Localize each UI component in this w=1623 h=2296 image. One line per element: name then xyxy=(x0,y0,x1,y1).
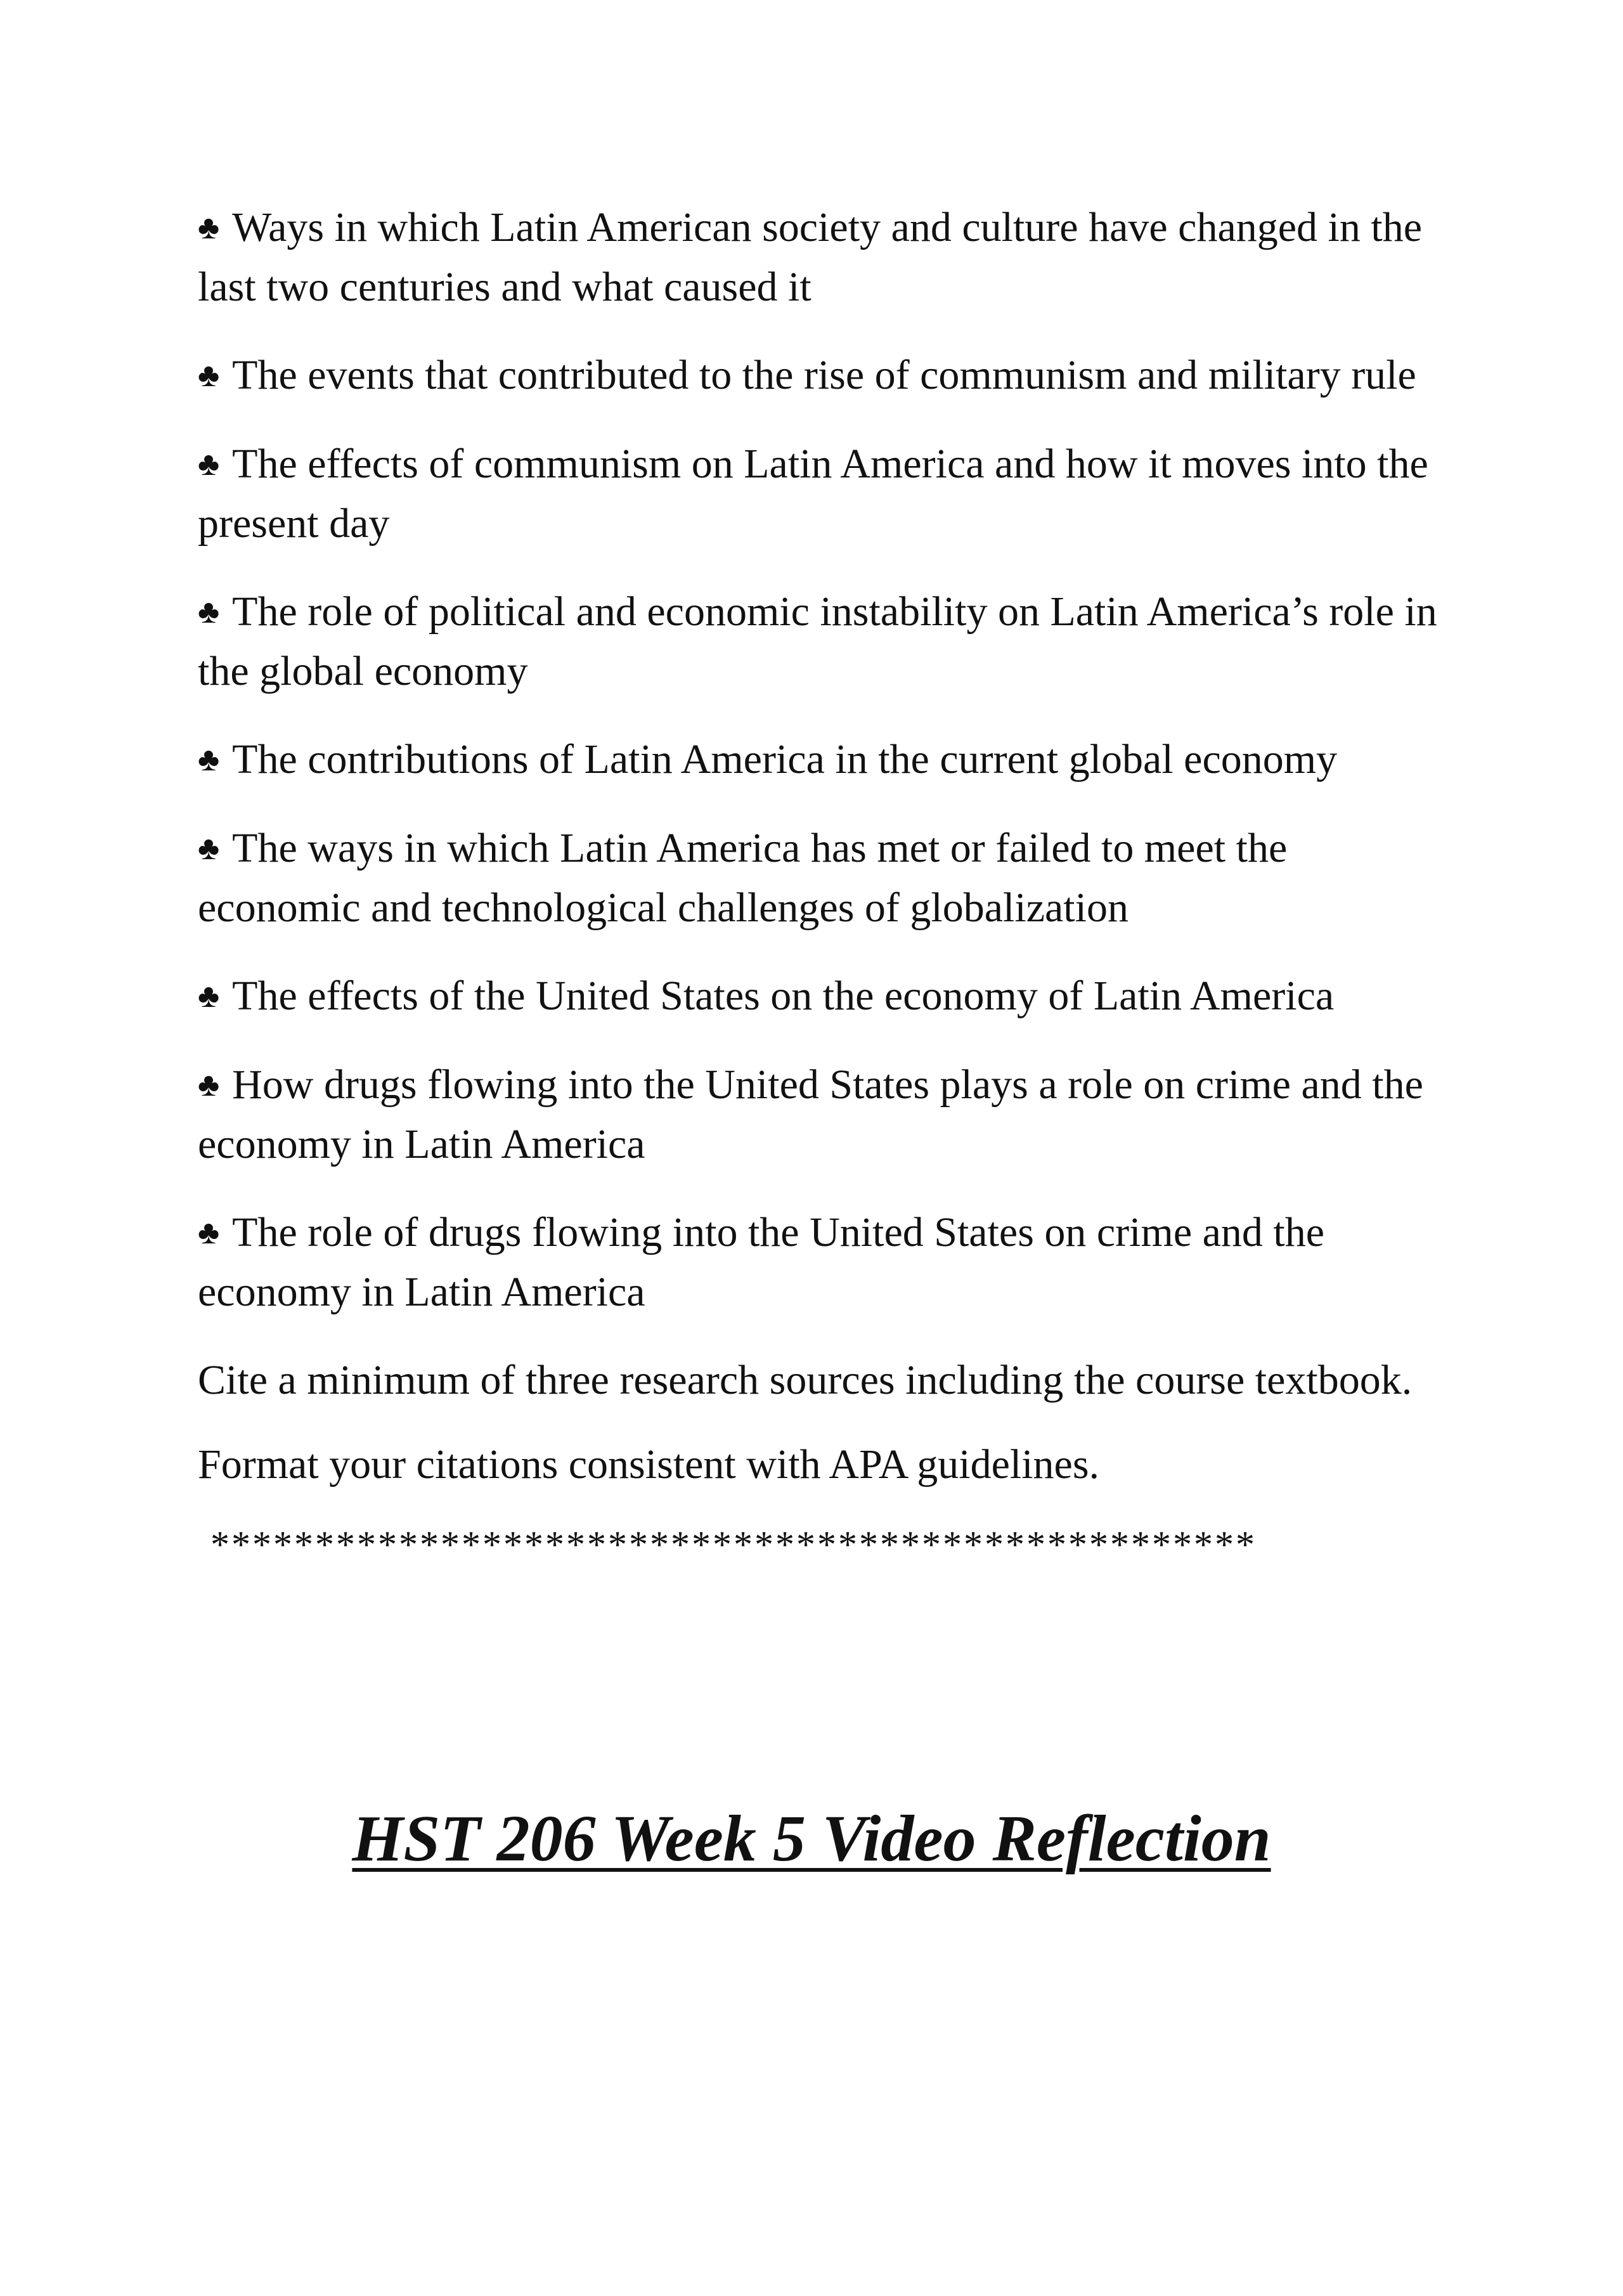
club-bullet-icon: ♣ xyxy=(198,978,220,1015)
club-bullet-icon: ♣ xyxy=(198,742,220,778)
bullet-item xyxy=(198,819,1453,937)
bullet-item xyxy=(198,1055,1453,1174)
bullet-item xyxy=(198,346,1453,405)
bullet-text: The events that contributed to the rise of communism and military rule xyxy=(232,352,1416,398)
bullet-item xyxy=(198,730,1453,789)
format-instruction: Format your citations consistent with APA guidelines. xyxy=(198,1441,1100,1488)
bullet-text: The ways in which Latin America has met or failed to meet the economic and technological challenges of globalization xyxy=(198,825,1288,931)
section-title: HST 206 Week 5 Video Reflection xyxy=(352,1802,1271,1875)
bullet-text: The effects of the United States on the economy of Latin America xyxy=(232,973,1335,1019)
club-bullet-icon: ♣ xyxy=(198,358,220,394)
club-bullet-icon: ♣ xyxy=(198,210,220,246)
citation-instruction: Cite a minimum of three research sources including the course textbook. xyxy=(198,1357,1413,1403)
asterisk-divider: ************************************************** xyxy=(210,1524,1257,1566)
bullet-text: The role of political and economic instability on Latin America’s role in the global economy xyxy=(198,588,1437,694)
bullet-item xyxy=(198,198,1453,316)
club-bullet-icon: ♣ xyxy=(198,831,220,867)
bullet-item xyxy=(198,582,1453,701)
club-bullet-icon: ♣ xyxy=(198,1215,220,1251)
bullet-item xyxy=(198,434,1453,553)
bullet-item xyxy=(198,966,1453,1026)
bullet-text: Ways in which Latin American society and culture have changed in the last two centuries and what caused it xyxy=(198,204,1422,310)
club-bullet-icon: ♣ xyxy=(198,594,220,630)
club-bullet-icon: ♣ xyxy=(198,1067,220,1103)
bullet-item xyxy=(198,1203,1453,1321)
bullet-text: The effects of communism on Latin America and how it moves into the present day xyxy=(198,441,1428,547)
document-body xyxy=(198,198,1453,1570)
bullet-text: The contributions of Latin America in the current global economy xyxy=(232,736,1338,782)
club-bullet-icon: ♣ xyxy=(198,446,220,483)
bullet-text: How drugs flowing into the United States plays a role on crime and the economy in Latin America xyxy=(198,1061,1423,1167)
bullet-text: The role of drugs flowing into the United States on crime and the economy in Latin America xyxy=(198,1209,1325,1315)
